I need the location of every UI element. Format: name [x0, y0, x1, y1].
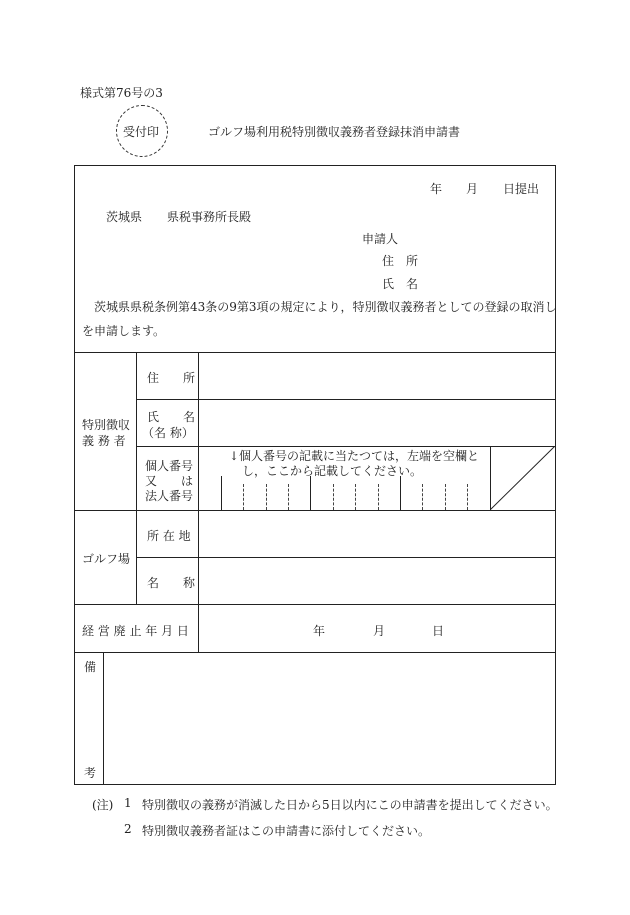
table-border-bottom: [74, 784, 556, 785]
divider: [136, 352, 137, 604]
golf-location-label: 所 在 地: [147, 529, 191, 543]
applicant-name-label: 氏 名: [382, 277, 419, 291]
divider: [74, 510, 556, 511]
divider: [74, 604, 556, 605]
addressee: 県税事務所長殿: [167, 210, 252, 224]
divider: [74, 652, 556, 653]
header-year: 年: [430, 182, 443, 196]
digit-divider: [243, 484, 244, 510]
note1-text: 特別徴収の義務が消滅した日から5日以内にこの申請書を提出してください。: [142, 798, 558, 812]
body-text-line2: を申請します。: [82, 324, 166, 338]
closure-month: 月: [373, 624, 386, 638]
stamp-label: 受付印: [123, 125, 160, 139]
form-title: ゴルフ場利用税特別徴収義務者登録抹消申請書: [208, 125, 461, 139]
digit-divider: [288, 484, 289, 510]
collector-name-label-line1: 氏 名: [147, 410, 196, 424]
closure-year: 年: [313, 624, 326, 638]
divider: [136, 399, 556, 400]
digit-divider: [310, 476, 311, 510]
table-border-left: [74, 165, 75, 784]
number-label-line3: 法人番号: [145, 489, 194, 503]
divider: [198, 352, 199, 652]
note1-number: 1: [124, 796, 132, 810]
digit-divider: [400, 476, 401, 510]
applicant-address-label: 住 所: [382, 254, 419, 268]
header-day-submit: 日提出: [503, 182, 540, 196]
golf-name-label: 名 称: [147, 576, 196, 590]
header-month: 月: [466, 182, 479, 196]
applicant-label: 申請人: [362, 232, 399, 246]
digit-divider: [333, 484, 334, 510]
table-border-top: [74, 165, 556, 166]
digit-divider: [378, 484, 379, 510]
diagonal-slash: [490, 446, 556, 511]
remarks-bottom-char: 考: [84, 766, 97, 780]
digit-divider: [266, 484, 267, 510]
collector-label-line1: 特別徴収: [82, 418, 131, 432]
note2-number: 2: [124, 822, 132, 836]
number-note-line2: し，ここから記載してください。: [242, 464, 423, 478]
collector-label-line2: 義 務 者: [82, 434, 126, 448]
digit-divider: [422, 484, 423, 510]
body-text-line1: 茨城県県税条例第43条の9第3項の規定により，特別徴収義務者としての登録の取消し: [94, 300, 557, 314]
golf-label: ゴルフ場: [82, 552, 131, 566]
divider: [103, 652, 104, 784]
digit-divider: [445, 484, 446, 510]
digit-divider: [467, 484, 468, 510]
divider: [136, 557, 556, 558]
number-label-line2: 又 は: [145, 474, 194, 488]
divider: [74, 352, 556, 353]
collector-name-label-line2: （名 称）: [142, 426, 194, 440]
number-label-line1: 個人番号: [145, 459, 194, 473]
prefecture: 茨城県: [106, 210, 143, 224]
digit-divider: [221, 476, 222, 510]
form-number: 様式第76号の3: [80, 86, 163, 100]
remarks-top-char: 備: [84, 660, 97, 674]
note2-text: 特別徴収義務者証はこの申請書に添付してください。: [142, 824, 431, 838]
collector-address-label: 住 所: [147, 371, 196, 385]
closure-day: 日: [432, 624, 445, 638]
notes-prefix: (注): [92, 798, 114, 812]
number-note-line1: ↓個人番号の記載に当たつては，左端を空欄と: [229, 449, 480, 463]
closure-date-label: 経 営 廃 止 年 月 日: [82, 624, 189, 638]
digit-divider: [355, 484, 356, 510]
